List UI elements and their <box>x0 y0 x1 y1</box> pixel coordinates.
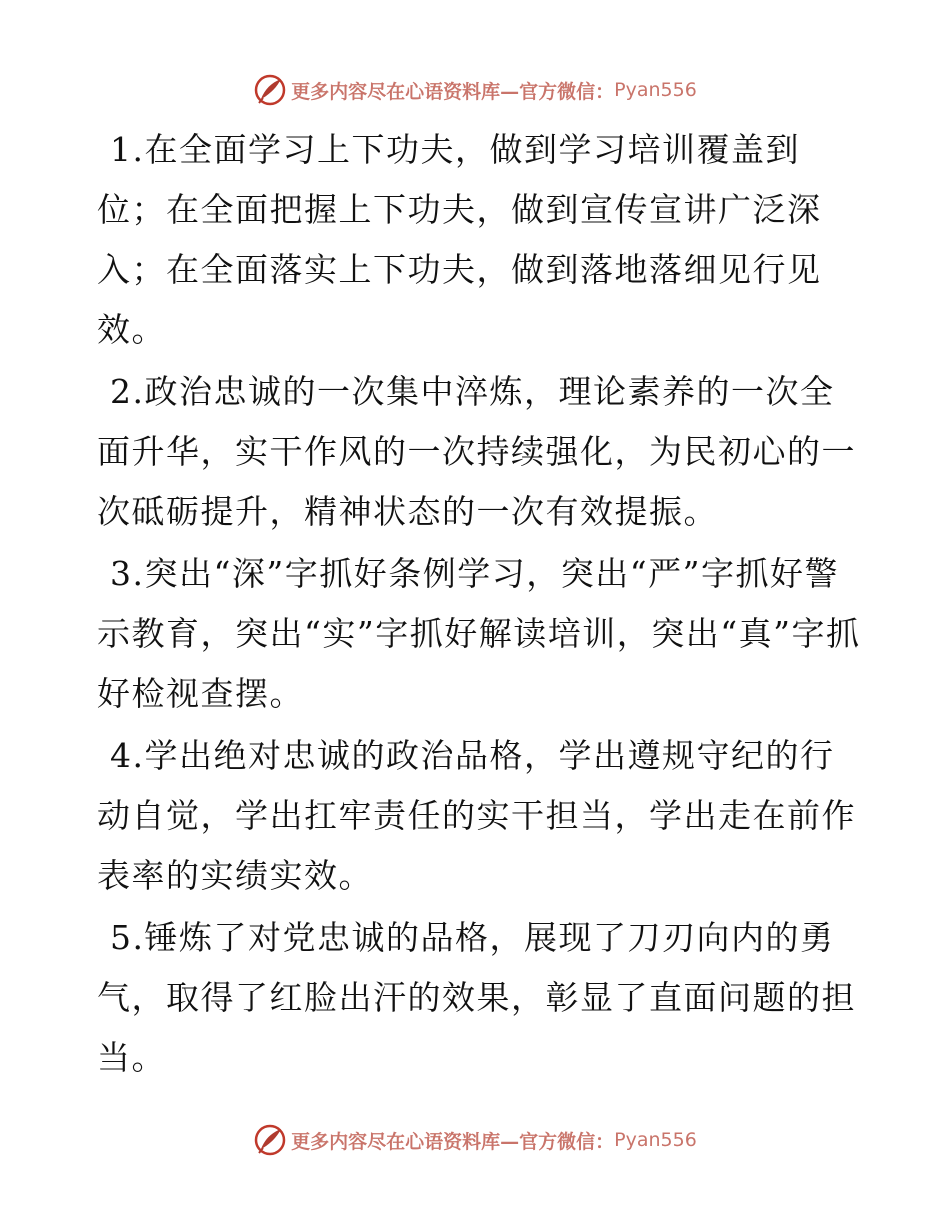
paragraph-number: 2. <box>110 372 145 411</box>
paragraph-text: 在全面学习上下功夫，做到学习培训覆盖到位；在全面把握上下功夫，做到宣传宣讲广泛深入；在全面落实上下功夫，做到落地落细见行见效。 <box>97 130 822 349</box>
paragraph-text: 政治忠诚的一次集中淬炼，理论素养的一次全面升华，实干作风的一次持续强化，为民初心的一次砥砺提升，精神状态的一次有效提振。 <box>97 372 856 531</box>
paragraph-number: 3. <box>110 554 145 593</box>
red-feather-pen-logo-icon <box>253 1123 287 1157</box>
paragraph-5 <box>97 908 867 1088</box>
paragraph-number: 1. <box>110 130 145 169</box>
paragraph-1 <box>97 120 867 360</box>
watermark-text: 更多内容尽在心语资料库—官方微信： <box>291 80 615 103</box>
paragraph-number: 5. <box>110 918 145 957</box>
paragraph-3 <box>97 544 867 724</box>
paragraph-text: 锤炼了对党忠诚的品格，展现了刀刃向内的勇气，取得了红脸出汗的效果，彰显了直面问题的担当。 <box>97 918 856 1077</box>
paragraph-text: 学出绝对忠诚的政治品格，学出遵规守纪的行动自觉，学出扛牢责任的实干担当，学出走在前作表率的实绩实效。 <box>97 736 856 895</box>
paragraph-4 <box>97 726 867 906</box>
header-watermark <box>0 68 950 112</box>
watermark-wechat-id: Pyan556 <box>614 79 697 101</box>
red-feather-pen-logo-icon <box>253 73 287 107</box>
footer-watermark <box>0 1118 950 1162</box>
paragraph-2 <box>97 362 867 542</box>
paragraph-text: 突出“深”字抓好条例学习，突出“严”字抓好警示教育，突出“实”字抓好解读培训，突出“真”字抓好检视查摆。 <box>97 554 861 713</box>
paragraph-number: 4. <box>110 736 145 775</box>
document-body <box>97 120 867 1090</box>
watermark-wechat-id: Pyan556 <box>614 1129 697 1151</box>
watermark-text: 更多内容尽在心语资料库—官方微信： <box>291 1130 615 1153</box>
